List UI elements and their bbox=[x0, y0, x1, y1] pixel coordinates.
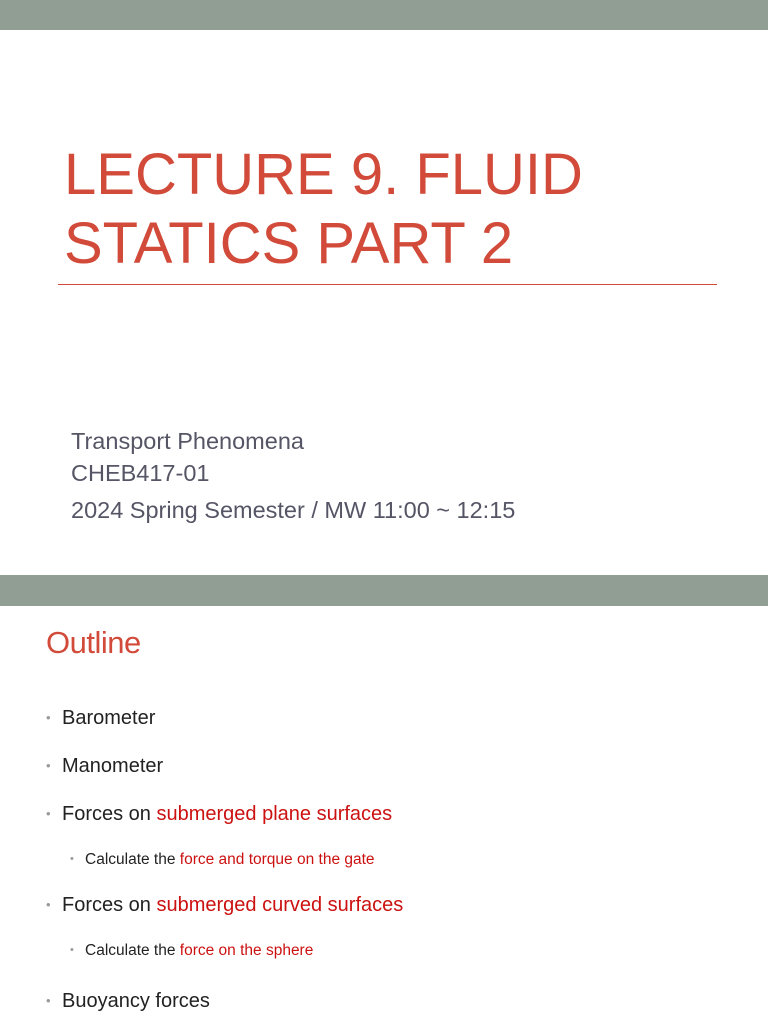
outline-item-curved-surfaces bbox=[46, 894, 403, 917]
title-divider bbox=[58, 284, 717, 285]
outline-item-text: Buoyancy forces bbox=[62, 990, 210, 1012]
course-name: Transport Phenomena bbox=[71, 428, 304, 454]
bullet-dot: • bbox=[70, 853, 74, 865]
outline-subitem-gate bbox=[70, 851, 375, 869]
outline-item-text: Barometer bbox=[62, 707, 156, 729]
bullet-dot: • bbox=[46, 993, 51, 1008]
outline-slide bbox=[0, 606, 768, 1024]
outline-title: Outline bbox=[46, 625, 141, 660]
lecture-title-line-2: STATICS PART 2 bbox=[64, 211, 514, 276]
slide-separator-band bbox=[0, 575, 768, 606]
slide-top-band bbox=[0, 0, 768, 30]
bullet-dot: • bbox=[46, 897, 51, 912]
outline-item-barometer bbox=[46, 707, 155, 730]
outline-item-prefix: Calculate the bbox=[85, 942, 180, 959]
course-info bbox=[71, 425, 515, 527]
bullet-dot: • bbox=[70, 944, 74, 956]
bullet-dot: • bbox=[46, 710, 51, 725]
outline-item-highlight: submerged plane surfaces bbox=[156, 803, 393, 825]
bullet-dot: • bbox=[46, 758, 51, 773]
course-code: CHEB417-01 bbox=[71, 460, 210, 486]
outline-item-prefix: Forces on bbox=[62, 894, 157, 916]
outline-item-plane-surfaces bbox=[46, 803, 392, 826]
lecture-title bbox=[64, 140, 724, 278]
outline-item-prefix: Forces on bbox=[62, 803, 157, 825]
outline-item-prefix: Calculate the bbox=[85, 851, 180, 868]
outline-item-buoyancy bbox=[46, 990, 210, 1013]
title-slide bbox=[0, 30, 768, 575]
outline-item-manometer bbox=[46, 755, 163, 778]
outline-item-highlight: force and torque on the gate bbox=[179, 851, 375, 868]
outline-item-highlight: submerged curved surfaces bbox=[156, 894, 404, 916]
bullet-dot: • bbox=[46, 806, 51, 821]
outline-subitem-sphere bbox=[70, 942, 313, 960]
course-schedule: 2024 Spring Semester / MW 11:00 ~ 12:15 bbox=[71, 497, 516, 523]
outline-item-text: Manometer bbox=[62, 755, 164, 777]
lecture-title-line-1: LECTURE 9. FLUID bbox=[64, 142, 583, 207]
outline-item-highlight: force on the sphere bbox=[179, 942, 314, 959]
